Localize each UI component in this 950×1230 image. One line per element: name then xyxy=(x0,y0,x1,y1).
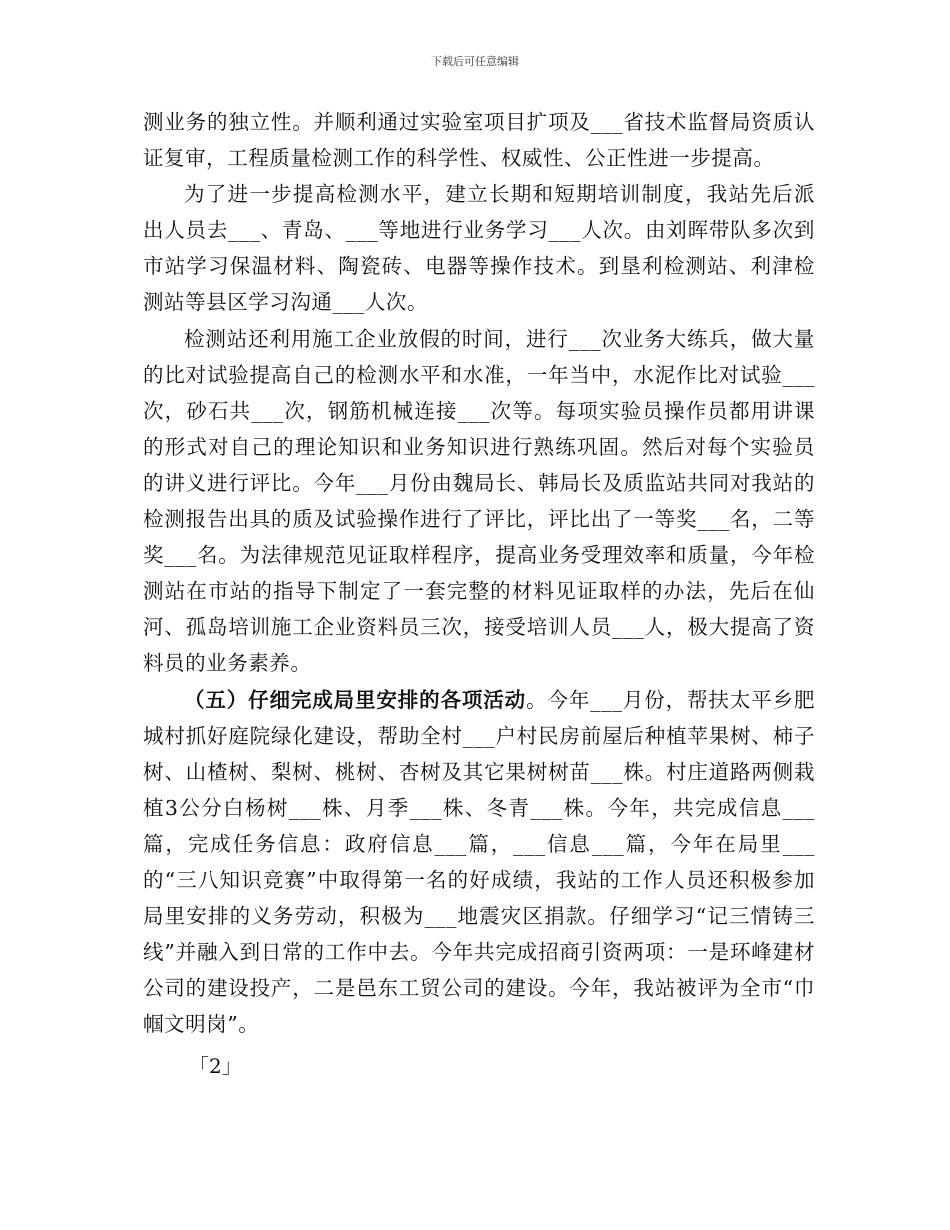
paragraph-1: 测业务的独立性。并顺利通过实验室项目扩项及___省技术监督局资质认证复审，工程质量检测工作的科学性、权威性、公正性进一步提高。 xyxy=(143,110,815,171)
page-number: 「2」 xyxy=(189,1054,242,1078)
page-header: 下载后可任意编辑 xyxy=(431,55,519,68)
paragraph-4-text: 。今年___月份，帮扶太平乡肥城村抓好庭院绿化建设，帮助全村___户村民房前屋后种植苹果树、柿子树、山楂树、梨树、桃树、杏树及其它果树树苗___株。村庄道路两侧栽植3公分白杨树___株、月季___株、冬青___株。今年，共完成信息___篇，完成任务信息：政府信息___篇，___信息___篇，今年在局里___的“三八知识竞赛”中取得第一名的好成绩，我站的工作人员还积极参加局里安排的义务劳动，积极为___地震灾区捐款。仔细学习“记三情铸三线”并融入到日常的工作中去。今年共完成招商引资两项：一是环峰建材公司的建设投产，二是邑东工贸公司的建设。今年，我站被评为全市“巾帼文明岗”。 xyxy=(143,687,815,1037)
document-body xyxy=(143,104,815,1042)
section-heading: （五）仔细完成局里安排的各项活动 xyxy=(184,687,527,712)
paragraph-3: 检测站还利用施工企业放假的时间，进行___次业务大练兵，做大量的比对试验提高自己的检测水平和水准，一年当中，水泥作比对试验___次，砂石共___次，钢筋机械连接___次等。每项实验员操作员都用讲课的形式对自己的理论知识和业务知识进行熟练巩固。然后对每个实验员的讲义进行评比。今年___月份由魏局长、韩局长及质监站共同对我站的检测报告出具的质及试验操作进行了评比，评比出了一等奖___名，二等奖___名。为法律规范见证取样程序，提高业务受理效率和质量，今年检测站在市站的指导下制定了一套完整的材料见证取样的办法，先后在仙河、孤岛培训施工企业资料员三次，接受培训人员___人，极大提高了资料员的业务素养。 xyxy=(143,326,815,676)
paragraph-2: 为了进一步提高检测水平，建立长期和短期培训制度，我站先后派出人员去___、青岛、___等地进行业务学习___人次。由刘晖带队多次到市站学习保温材料、陶瓷砖、电器等操作技术。到垦利检测站、利津检测站等县区学习沟通___人次。 xyxy=(143,182,815,315)
paragraph-4 xyxy=(143,682,815,1043)
